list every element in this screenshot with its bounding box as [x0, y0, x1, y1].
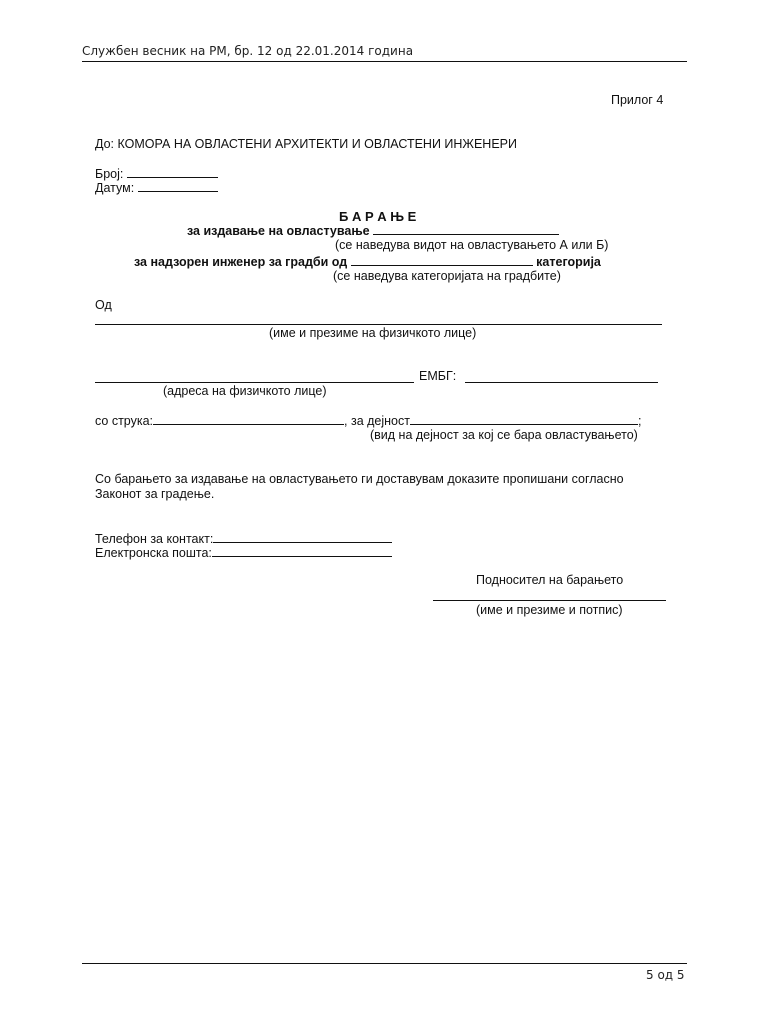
emb-line: [465, 382, 658, 383]
profession-label: со струка:: [95, 414, 154, 428]
signature-hint: (име и презиме и потпис): [476, 603, 623, 617]
profession-field: [95, 413, 641, 428]
page-number: 5 од 5: [646, 968, 685, 982]
number-label: Број:: [95, 167, 124, 181]
signature-line: [433, 600, 666, 601]
form-title: Б А Р А Њ Е: [339, 209, 417, 224]
purpose-label: за издавање на овластување: [187, 224, 370, 238]
purpose-blank: [373, 223, 559, 235]
address-hint: (адреса на физичкото лице): [163, 384, 327, 398]
profession-blank: [153, 413, 344, 425]
purpose-line: [187, 223, 559, 238]
statement-line-2: Законот за градење.: [95, 487, 215, 501]
header-rule: [82, 61, 687, 62]
phone-field: [95, 531, 392, 546]
date-field: [95, 180, 218, 195]
purpose-hint: (се наведува видот на овластувањето А или Б): [335, 238, 609, 252]
activity-semicolon: ;: [638, 414, 642, 428]
name-hint: (име и презиме на физичкото лице): [269, 326, 477, 340]
from-label: Од: [95, 298, 112, 312]
emb-label: ЕМБГ:: [419, 369, 457, 383]
applicant-label: Подносител на барањето: [476, 573, 624, 587]
number-line: [127, 166, 218, 178]
category-label: категорија: [536, 255, 601, 269]
activity-blank: [410, 413, 638, 425]
date-label: Датум:: [95, 181, 135, 195]
supervisor-label: за надзорен инженер за градби од: [134, 255, 348, 269]
number-field: [95, 166, 218, 181]
supervisor-line: [134, 254, 601, 269]
activity-hint: (вид на дејност за кој се бара овластувањето): [370, 428, 638, 442]
running-header: Службен весник на РМ, бр. 12 од 22.01.2014 година: [82, 44, 414, 58]
category-hint: (се наведува категоријата на градбите): [333, 269, 561, 283]
email-blank: [212, 545, 392, 557]
email-field: [95, 545, 392, 560]
email-label: Електронска пошта:: [95, 546, 212, 560]
supervisor-blank: [351, 254, 533, 266]
statement-line-1: Со барањето за издавање на овластувањето ги доставувам доказите пропишани согласно: [95, 472, 624, 486]
name-line: [95, 324, 662, 325]
activity-label: , за дејност: [344, 414, 410, 428]
phone-label: Телефон за контакт:: [95, 532, 214, 546]
phone-blank: [213, 531, 392, 543]
footer-rule: [82, 963, 687, 964]
date-line: [138, 180, 218, 192]
addressee: До: КОМОРА НА ОВЛАСТЕНИ АРХИТЕКТИ И ОВЛАСТЕНИ ИНЖЕНЕРИ: [95, 137, 517, 151]
annex-label: Прилог 4: [611, 93, 664, 107]
address-line: [95, 382, 414, 383]
